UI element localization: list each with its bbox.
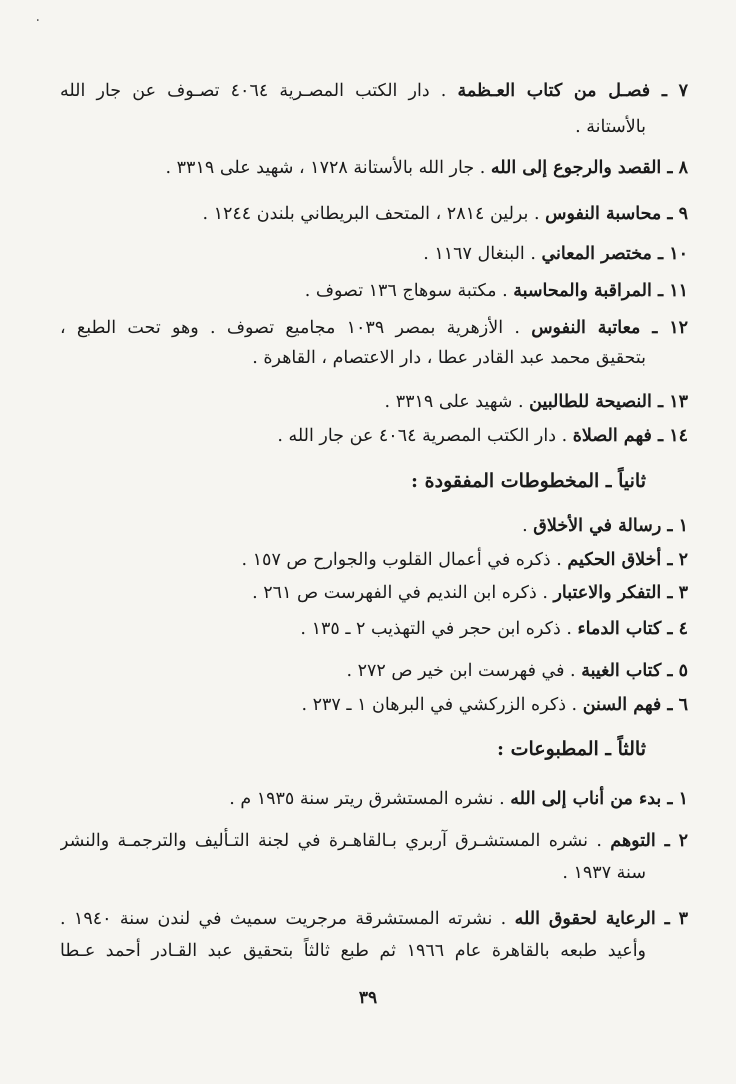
entry-title-text: التفكر والاعتبار	[553, 583, 662, 603]
entry-line	[60, 656, 688, 686]
entry-title-text: كتاب الغيبة	[581, 661, 662, 681]
entry-text: . جار الله بالأستانة ١٧٢٨ ، شهيد على ٣٣١٩ .	[165, 158, 491, 178]
entry-title: ٨ ـ القصد والرجوع إلى الله	[490, 158, 688, 178]
entry-title-text: فصـل من كتاب العـظمة	[457, 81, 651, 101]
entry-number: ٩	[678, 204, 688, 224]
entry-number: ٢	[678, 831, 688, 851]
entry-text: بتحقيق محمد عبد القادر عطا ، دار الاعتصام ، القاهرة .	[252, 348, 646, 368]
entry-continuation	[60, 112, 646, 142]
entry-line	[60, 76, 688, 106]
entry-text: سنة ١٩٣٧ .	[562, 863, 646, 883]
entry-number: ١٢	[669, 318, 688, 338]
entry-line	[60, 511, 688, 541]
entry-title: ١٣ ـ النصيحة للطالبين	[529, 392, 688, 412]
entry-text: . نشرته المستشرقة مرجريت سميث في لندن سنة ١٩٤٠ .	[60, 909, 515, 929]
entry-line	[60, 276, 688, 306]
entry-title: ٢ ـ التوهم	[610, 831, 688, 851]
entry-title-text: معاتبة النفوس	[531, 318, 641, 338]
entry-text: . ذكره ابن النديم في الفهرست ص ٢٦١ .	[252, 583, 554, 603]
entry-line	[60, 199, 688, 229]
entry-title-text: فهم السنن	[582, 695, 662, 715]
entry-line	[60, 153, 688, 183]
entry-text: . مكتبة سوهاج ١٣٦ تصوف .	[304, 281, 514, 301]
entry-number: ٤	[678, 619, 688, 639]
entry-number: ٣	[678, 909, 688, 929]
entry-number: ٨	[678, 158, 688, 178]
entry-text: . برلين ٢٨١٤ ، المتحف البريطاني بلندن ١٢٤٤ .	[202, 204, 546, 224]
section-heading-printed: ثالثاً ـ المطبوعات :	[496, 738, 646, 760]
entry-title-text: محاسبة النفوس	[545, 204, 662, 224]
entry-title-text: القصد والرجوع إلى الله	[490, 158, 662, 178]
entry-title: ٩ ـ محاسبة النفوس	[545, 204, 688, 224]
entry-continuation	[60, 936, 646, 966]
entry-number: ٥	[678, 661, 688, 681]
entry-text: . نشره المستشرق ريتر سنة ١٩٣٥ م .	[229, 789, 511, 809]
entry-title: ١١ ـ المراقبة والمحاسبة	[513, 281, 688, 301]
entry-title: ٥ ـ كتاب الغيبة	[581, 661, 688, 681]
entry-title: ٣ ـ الرعاية لحقوق الله	[514, 909, 688, 929]
entry-title: ١ ـ رسالة في الأخلاق	[533, 516, 688, 536]
entry-line	[60, 313, 688, 343]
entry-line	[60, 904, 688, 934]
entry-number: ٧	[678, 81, 688, 101]
entry-title: ٤ ـ كتاب الدماء	[577, 619, 688, 639]
entry-text: وأعيد طبعه بالقاهرة عام ١٩٦٦ ثم طبع ثالثاً بتحقيق عبد القـادر أحمد عـطا	[60, 941, 646, 961]
entry-title-text: فهم الصلاة	[572, 426, 652, 446]
entry-text: . ذكره ابن حجر في التهذيب ٢ ـ ١٣٥ .	[300, 619, 578, 639]
entry-number: ٦	[678, 695, 688, 715]
entry-title-text: بدء من أناب إلى الله	[510, 789, 662, 809]
entry-number: ١٠	[669, 244, 688, 264]
entry-title: ٧ ـ فصـل من كتاب العـظمة	[457, 81, 688, 101]
entry-text: .	[522, 516, 534, 536]
entry-number: ٣	[678, 583, 688, 603]
entry-line	[60, 690, 688, 720]
entry-text: بالأستانة .	[575, 117, 646, 137]
entry-text: . الأزهرية بمصر ١٠٣٩ مجاميع تصوف . وهو تحت الطبع ،	[60, 318, 532, 338]
entry-text: . ذكره في أعمال القلوب والجوارح ص ١٥٧ .	[241, 550, 568, 570]
section-heading-lost: ثانياً ـ المخطوطات المفقودة :	[411, 470, 646, 492]
entry-title-text: مختصر المعاني	[541, 244, 652, 264]
entry-continuation	[60, 858, 646, 888]
entry-line	[60, 578, 688, 608]
entry-line	[60, 545, 688, 575]
entry-title: ١٤ ـ فهم الصلاة	[572, 426, 688, 446]
entry-line	[60, 239, 688, 269]
entry-title-text: الرعاية لحقوق الله	[514, 909, 656, 929]
entry-title: ٦ ـ فهم السنن	[582, 695, 688, 715]
entry-title-text: رسالة في الأخلاق	[533, 516, 662, 536]
entry-number: ٢	[678, 550, 688, 570]
entry-title-text: كتاب الدماء	[577, 619, 662, 639]
entry-line	[60, 784, 688, 814]
entry-title: ١٢ ـ معاتبة النفوس	[531, 318, 688, 338]
corner-mark: ٠	[34, 12, 42, 28]
entry-text: . دار الكتب المصـرية ٤٠٦٤ تصـوف عن جار الله	[60, 81, 458, 101]
entry-text: . في فهرست ابن خير ص ٢٧٢ .	[346, 661, 582, 681]
entry-title-text: المراقبة والمحاسبة	[513, 281, 652, 301]
entry-title-text: أخلاق الحكيم	[567, 550, 662, 570]
entry-title: ٣ ـ التفكر والاعتبار	[553, 583, 688, 603]
entry-title-text: التوهم	[610, 831, 656, 851]
entry-text: . البنغال ١١٦٧ .	[423, 244, 542, 264]
entry-title: ١٠ ـ مختصر المعاني	[541, 244, 688, 264]
entry-number: ١١	[669, 281, 688, 301]
entry-line	[60, 826, 688, 856]
entry-number: ١	[678, 789, 688, 809]
entry-text: . نشره المستشـرق آربري بـالقاهـرة في لجنة التـأليف والترجمـة والنشر	[60, 831, 611, 851]
entry-number: ١٣	[669, 392, 688, 412]
entry-line	[60, 614, 688, 644]
entry-text: . شهيد على ٣٣١٩ .	[384, 392, 530, 412]
entry-line	[60, 421, 688, 451]
entry-title-text: النصيحة للطالبين	[529, 392, 652, 412]
entry-text: . ذكره الزركشي في البرهان ١ ـ ٢٣٧ .	[301, 695, 583, 715]
entry-text: . دار الكتب المصرية ٤٠٦٤ عن جار الله .	[277, 426, 573, 446]
entry-number: ١٤	[669, 426, 688, 446]
entry-line	[60, 387, 688, 417]
entry-number: ١	[678, 516, 688, 536]
page-number: ٣٩	[358, 988, 378, 1008]
entry-title: ٢ ـ أخلاق الحكيم	[567, 550, 688, 570]
entry-continuation	[60, 343, 646, 373]
entry-title: ١ ـ بدء من أناب إلى الله	[510, 789, 688, 809]
